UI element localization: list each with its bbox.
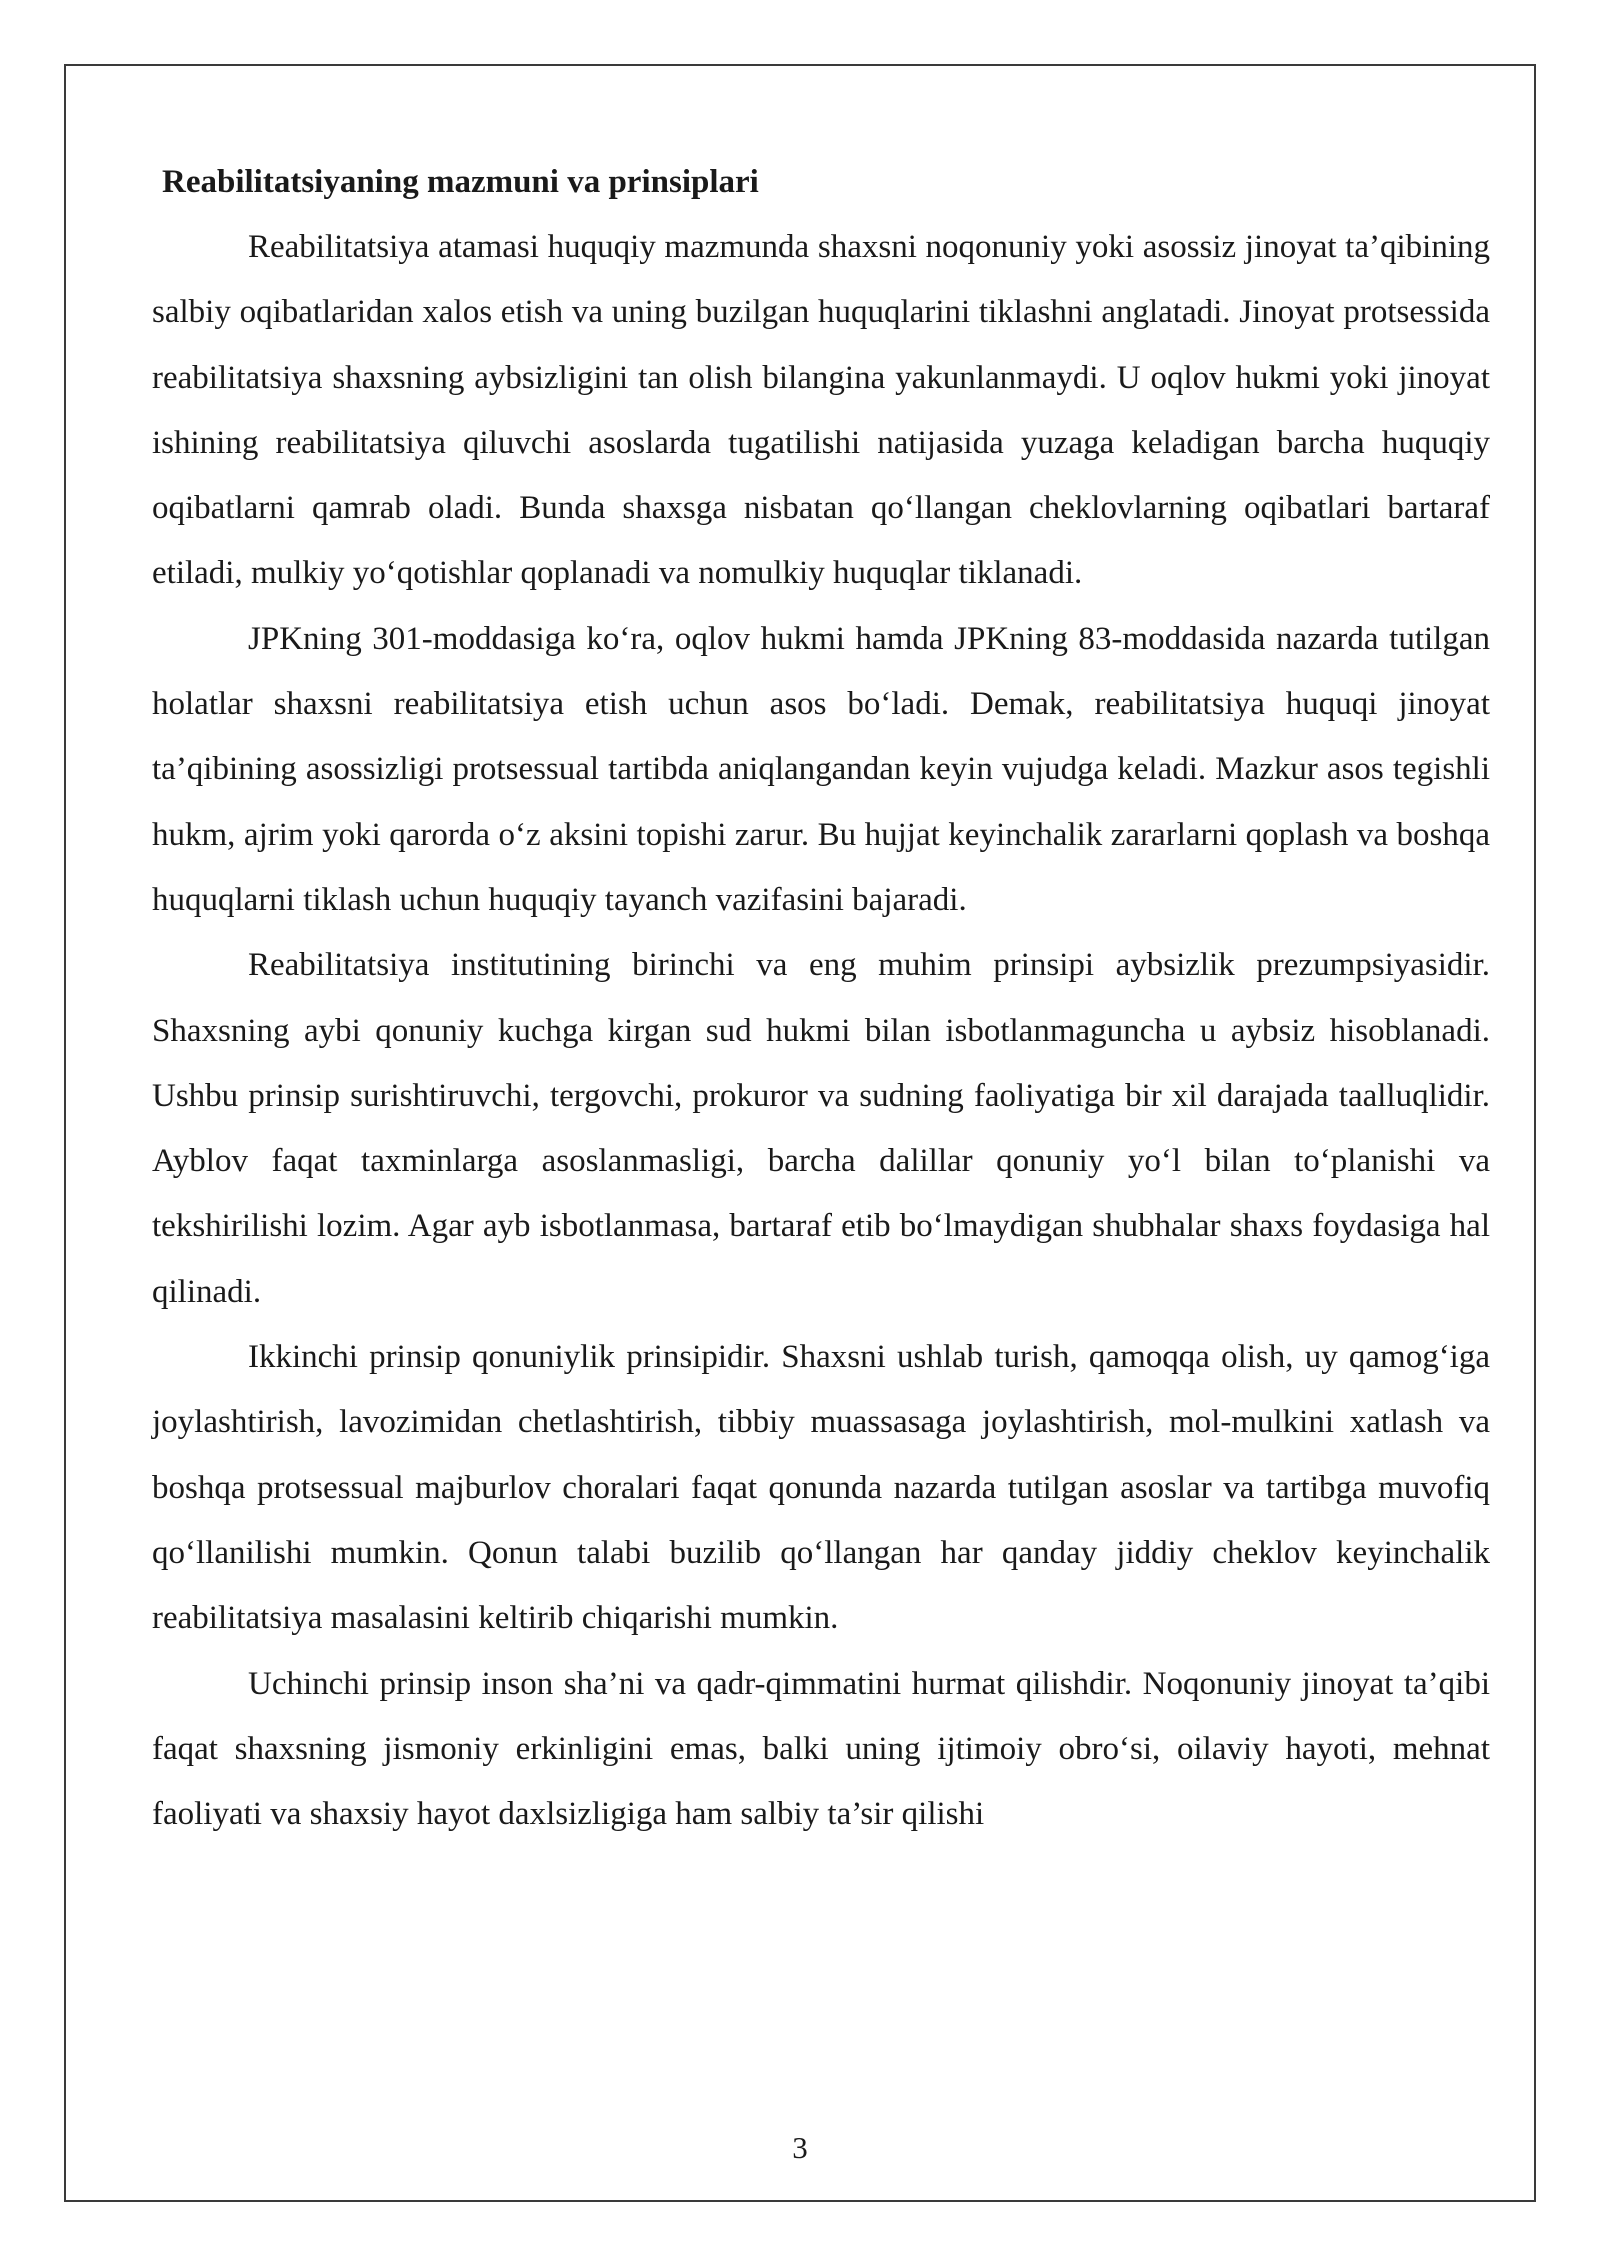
document-body: [152, 150, 1490, 1847]
section-heading: Reabilitatsiyaning mazmuni va prinsiplari: [162, 164, 759, 200]
paragraph-5: Uchinchi prinsip inson sha’ni va qadr-qimmatini hurmat qilishdir. Noqonuniy jinoyat ta’qibi faqat shaxsning jismoniy erkinligini emas, balki uning ijtimoiy obro‘si, oilaviy hayoti, mehnat faoliyati va shaxsiy hayot daxlsizligiga ham salbiy ta’sir qilishi: [152, 1665, 1490, 1833]
paragraph-1: Reabilitatsiya atamasi huquqiy mazmunda shaxsni noqonuniy yoki asossiz jinoyat ta’qibining salbiy oqibatlaridan xalos etish va uning buzilgan huquqlarini tiklashni anglatadi. Jinoyat protsessida reabilitatsiya shaxsning aybsizligini tan olish bilangina yakunlanmaydi. U oqlov hukmi yoki jinoyat ishining reabilitatsiya qiluvchi asoslarda tugatilishi natijasida yuzaga keladigan barcha huquqiy oqibatlarni qamrab oladi. Bunda shaxsga nisbatan qo‘llangan cheklovlarning oqibatlari bartaraf etiladi, mulkiy yo‘qotishlar qoplanadi va nomulkiy huquqlar tiklanadi.: [152, 229, 1490, 592]
paragraph-3: Reabilitatsiya institutining birinchi va eng muhim prinsipi aybsizlik prezumpsiyasidir. Shaxsning aybi qonuniy kuchga kirgan sud hukmi bilan isbotlanmaguncha u aybsiz hisoblanadi. Ushbu prinsip surishtiruvchi, tergovchi, prokuror va sudning faoliyatiga bir xil darajada taalluqlidir. Ayblov faqat taxminlarga asoslanmasligi, barcha dalillar qonuniy yo‘l bilan to‘planishi va tekshirilishi lozim. Agar ayb isbotlanmasa, bartaraf etib bo‘lmaydigan shubhalar shaxs foydasiga hal qilinadi.: [152, 947, 1490, 1310]
paragraph-4: Ikkinchi prinsip qonuniylik prinsipidir. Shaxsni ushlab turish, qamoqqa olish, uy qamog‘iga joylashtirish, lavozimidan chetlashtirish, tibbiy muassasaga joylashtirish, mol-mulkini xatlash va boshqa protsessual majburlov choralari faqat qonunda nazarda tutilgan asoslar va tartibga muvofiq qo‘llanilishi mumkin. Qonun talabi buzilib qo‘llangan har qanday jiddiy cheklov keyinchalik reabilitatsiya masalasini keltirib chiqarishi mumkin.: [152, 1339, 1490, 1637]
page-number: 3: [792, 2130, 808, 2165]
paragraph-2: JPKning 301-moddasiga ko‘ra, oqlov hukmi hamda JPKning 83-moddasida nazarda tutilgan holatlar shaxsni reabilitatsiya etish uchun asos bo‘ladi. Demak, reabilitatsiya huquqi jinoyat ta’qibining asossizligi protsessual tartibda aniqlangandan keyin vujudga keladi. Mazkur asos tegishli hukm, ajrim yoki qarorda o‘z aksini topishi zarur. Bu hujjat keyinchalik zararlarni qoplash va boshqa huquqlarni tiklash uchun huquqiy tayanch vazifasini bajaradi.: [152, 620, 1490, 918]
